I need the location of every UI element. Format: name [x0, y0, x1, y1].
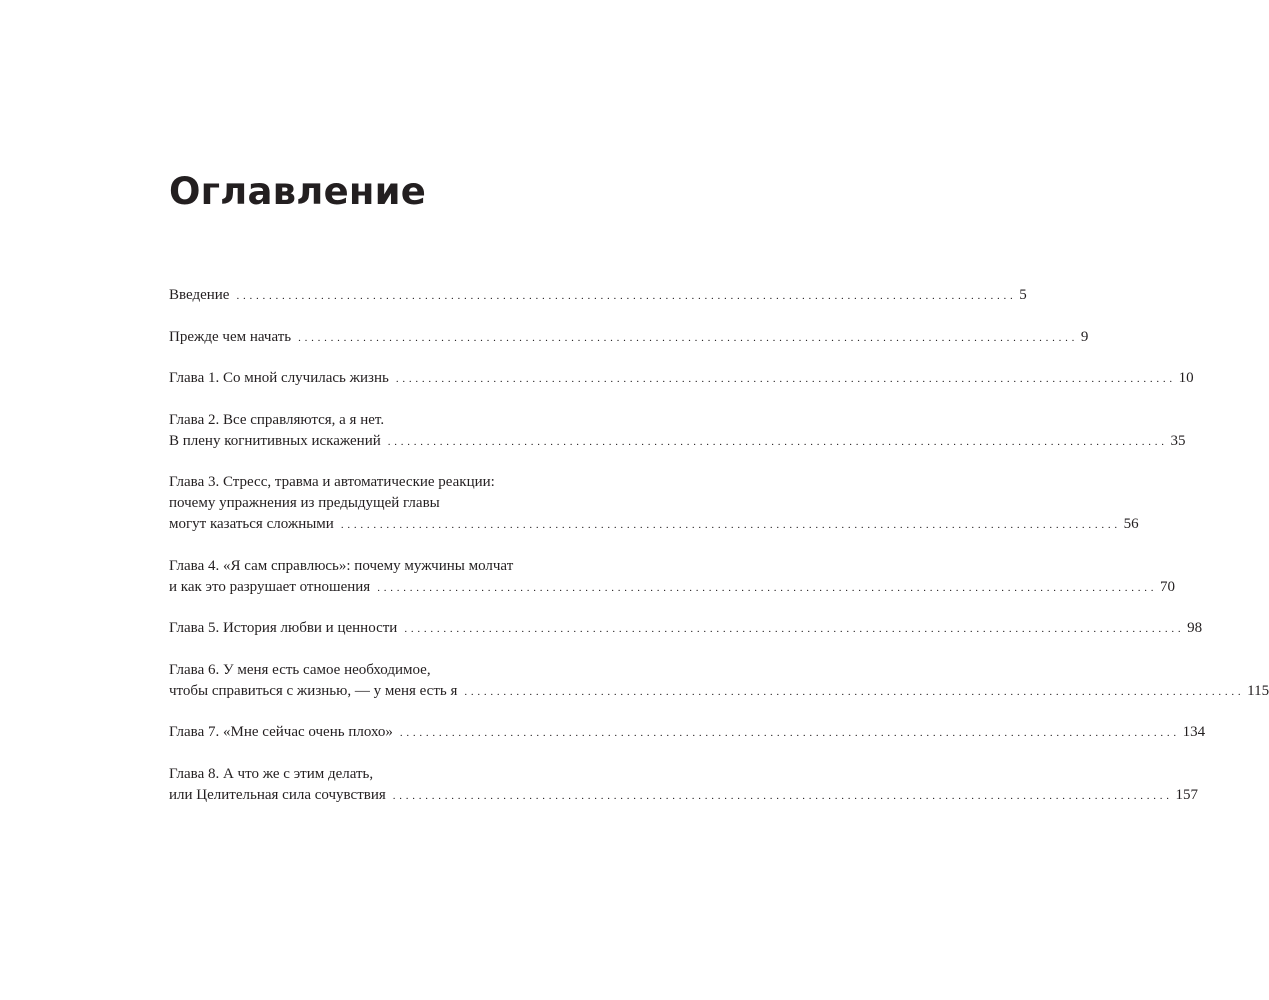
toc-entry[interactable]: [169, 368, 1194, 390]
dot-leader: . . . . . . . . . . . . . . . . . . . . . . . . . . . . . . . . . . . . . . . . . . . . . . . . . . . . . . . . . . . . . . . . . . . . . . . . . . . . . . . . . . . . . . . . . . . . . . . . . . . . . . . . . . . . . . . . . . . . . . . .: [404, 623, 1182, 635]
toc-entry-title: могут казаться сложными: [169, 516, 334, 532]
toc-entry-title: и как это разрушает отношения: [169, 578, 371, 595]
page-number: 98: [1187, 620, 1203, 636]
toc-entry-title: В плену когнитивных искажений: [169, 432, 381, 449]
toc-entry-last-line: [169, 681, 1269, 703]
toc-entry[interactable]: [169, 472, 1139, 536]
page-number: 70: [1159, 578, 1175, 595]
toc-entry-line: почему упражнения из предыдущей главы: [169, 495, 440, 511]
toc-entry-title: Глава 5. История любви и ценности: [169, 620, 398, 636]
page-title: Оглавление: [169, 170, 427, 213]
toc-entry-last-line: [169, 514, 1139, 536]
dot-leader: . . . . . . . . . . . . . . . . . . . . . . . . . . . . . . . . . . . . . . . . . . . . . . . . . . . . . . . . . . . . . . . . . . . . . . . . . . . . . . . . . . . . . . . . . . . . . . . . . . . . . . . . . . . . . . . . . . . . . . . .: [399, 727, 1177, 739]
toc-entry-last-line: [169, 722, 1206, 744]
toc-entry-title: Глава 1. Со мной случилась жизнь: [169, 370, 389, 386]
toc-entry-title: Прежде чем начать: [169, 328, 292, 345]
toc-entry-last-line: [169, 431, 1186, 453]
toc-entry[interactable]: [169, 556, 1175, 599]
toc-entry-line: Глава 2. Все справляются, а я нет.: [169, 411, 385, 428]
dot-leader: . . . . . . . . . . . . . . . . . . . . . . . . . . . . . . . . . . . . . . . . . . . . . . . . . . . . . . . . . . . . . . . . . . . . . . . . . . . . . . . . . . . . . . . . . . . . . . . . . . . . . . . . . . . . . . . . . . . . . . . .: [298, 331, 1075, 344]
toc-entry-last-line: [169, 618, 1203, 640]
page-number: 9: [1080, 328, 1089, 345]
toc-entry-last-line: [169, 577, 1175, 599]
toc-entry-last-line: [169, 327, 1089, 349]
dot-leader: . . . . . . . . . . . . . . . . . . . . . . . . . . . . . . . . . . . . . . . . . . . . . . . . . . . . . . . . . . . . . . . . . . . . . . . . . . . . . . . . . . . . . . . . . . . . . . . . . . . . . . . . . . . . . . . . . . . . . . . .: [464, 685, 1242, 698]
page-number: 10: [1178, 370, 1194, 386]
toc-entry[interactable]: [169, 660, 1269, 703]
page-number: 5: [1019, 287, 1027, 303]
toc-entry[interactable]: [169, 722, 1206, 744]
toc-entry[interactable]: [169, 285, 1027, 307]
dot-leader: . . . . . . . . . . . . . . . . . . . . . . . . . . . . . . . . . . . . . . . . . . . . . . . . . . . . . . . . . . . . . . . . . . . . . . . . . . . . . . . . . . . . . . . . . . . . . . . . . . . . . . . . . . . . . . . . . . . . . . . .: [392, 789, 1170, 802]
dot-leader: . . . . . . . . . . . . . . . . . . . . . . . . . . . . . . . . . . . . . . . . . . . . . . . . . . . . . . . . . . . . . . . . . . . . . . . . . . . . . . . . . . . . . . . . . . . . . . . . . . . . . . . . . . . . . . . . . . . . . . . .: [395, 373, 1173, 385]
toc-entry-last-line: [169, 285, 1027, 307]
table-of-contents: [169, 285, 1269, 826]
toc-entry-line: Глава 3. Стресс, травма и автоматические реакции:: [169, 474, 495, 490]
page-number: 134: [1182, 724, 1206, 740]
toc-entry[interactable]: [169, 764, 1199, 807]
page-number: 157: [1175, 786, 1199, 803]
toc-entry-title: или Целительная сила сочувствия: [169, 786, 386, 803]
page-number: 56: [1123, 516, 1139, 532]
toc-entry-title: Глава 7. «Мне сейчас очень плохо»: [169, 724, 393, 740]
toc-entry-last-line: [169, 368, 1194, 390]
dot-leader: . . . . . . . . . . . . . . . . . . . . . . . . . . . . . . . . . . . . . . . . . . . . . . . . . . . . . . . . . . . . . . . . . . . . . . . . . . . . . . . . . . . . . . . . . . . . . . . . . . . . . . . . . . . . . . . . . . . . . . . .: [236, 290, 1014, 302]
toc-entry[interactable]: [169, 327, 1089, 349]
page-number: 115: [1247, 682, 1269, 699]
toc-entry-title: чтобы справиться с жизнью, — у меня есть я: [169, 682, 458, 699]
toc-entry-title: Введение: [169, 287, 230, 303]
page-number: 35: [1170, 432, 1186, 449]
toc-entry-line: Глава 4. «Я сам справлюсь»: почему мужчины молчат: [169, 557, 514, 574]
toc-entry-line: Глава 8. А что же с этим делать,: [169, 765, 374, 782]
toc-entry[interactable]: [169, 618, 1203, 640]
dot-leader: . . . . . . . . . . . . . . . . . . . . . . . . . . . . . . . . . . . . . . . . . . . . . . . . . . . . . . . . . . . . . . . . . . . . . . . . . . . . . . . . . . . . . . . . . . . . . . . . . . . . . . . . . . . . . . . . . . . . . . . .: [377, 581, 1154, 594]
dot-leader: . . . . . . . . . . . . . . . . . . . . . . . . . . . . . . . . . . . . . . . . . . . . . . . . . . . . . . . . . . . . . . . . . . . . . . . . . . . . . . . . . . . . . . . . . . . . . . . . . . . . . . . . . . . . . . . . . . . . . . . .: [387, 435, 1165, 448]
dot-leader: . . . . . . . . . . . . . . . . . . . . . . . . . . . . . . . . . . . . . . . . . . . . . . . . . . . . . . . . . . . . . . . . . . . . . . . . . . . . . . . . . . . . . . . . . . . . . . . . . . . . . . . . . . . . . . . . . . . . . . . .: [340, 519, 1118, 531]
toc-entry-last-line: [169, 785, 1199, 807]
toc-entry-line: Глава 6. У меня есть самое необходимое,: [169, 661, 431, 678]
toc-entry[interactable]: [169, 410, 1186, 453]
